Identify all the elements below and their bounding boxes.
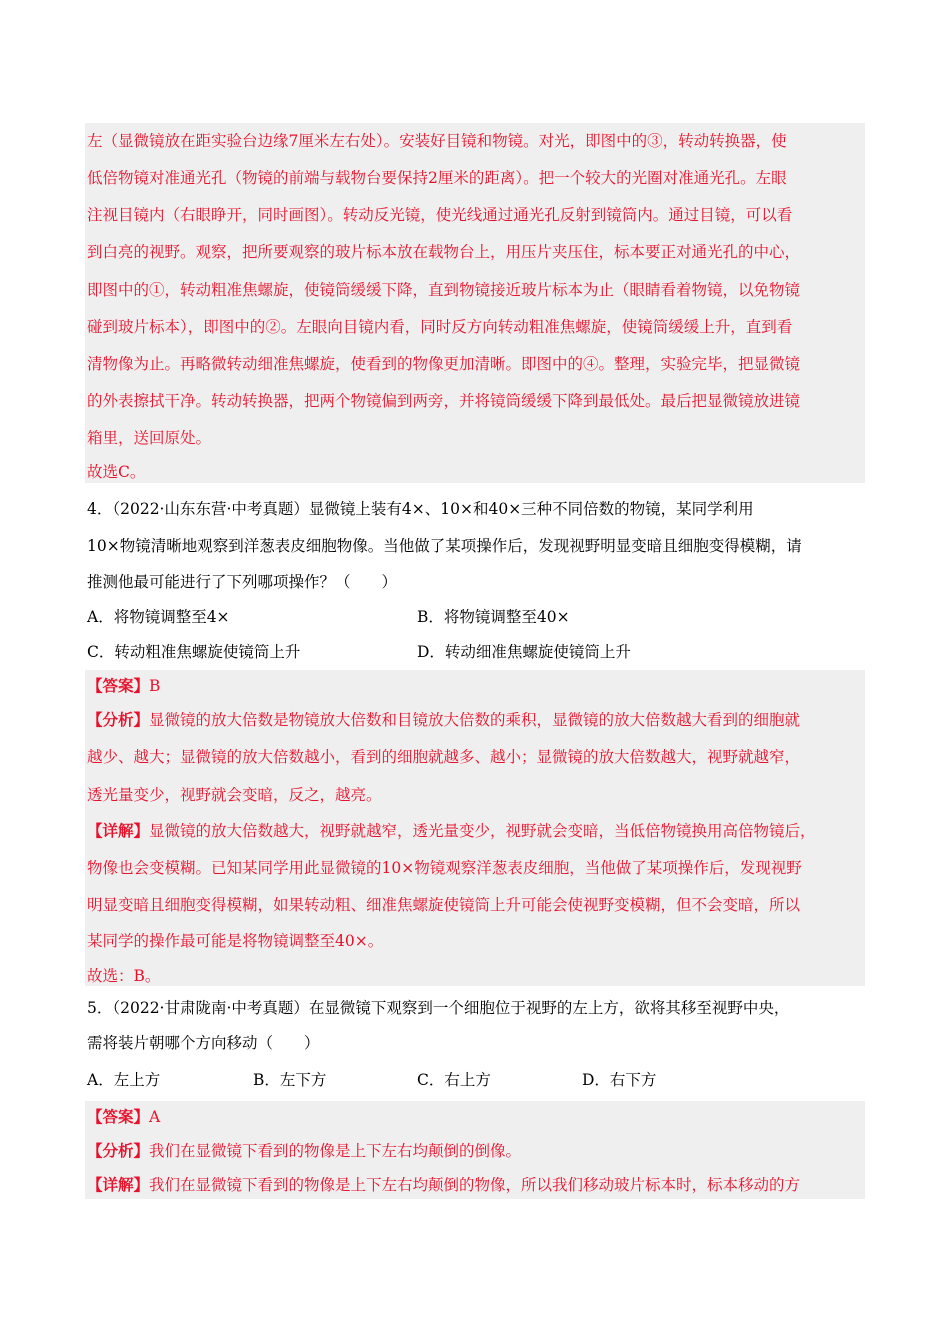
q3-line-8: 的外表擦拭干净。转动转换器，把两个物镜偏到两旁，并将镜筒缓缓下降到最低处。最后把显微镜放进镜 (87, 392, 801, 410)
q4-option-a: A．将物镜调整至4× (87, 608, 230, 626)
q4-conclusion: 故选：B。 (87, 967, 161, 985)
q3-line-1: 左（显微镜放在距实验台边缘7厘米左右处）。安装好目镜和物镜。对光，即图中的③，转动转换器，使 (87, 132, 787, 150)
q4-solution-block (85, 670, 865, 986)
q3-line-5: 即图中的①，转动粗准焦螺旋，使镜筒缓缓下降，直到物镜接近玻片标本为止（眼睛看着物镜，以免物镜 (87, 281, 801, 299)
q5-answer (87, 1105, 160, 1127)
q5-detail (87, 1173, 800, 1195)
q3-line-2: 低倍物镜对准通光孔（物镜的前端与载物台要保持2厘米的距离）。把一个较大的光圈对准通光孔。左眼 (87, 169, 787, 187)
analysis-tag: 【分析】 (87, 1141, 150, 1160)
q5-analysis (87, 1139, 521, 1161)
q5-option-a: A．左上方 (87, 1071, 161, 1089)
answer-tag: 【答案】 (87, 1107, 150, 1126)
q3-explanation-block (85, 123, 865, 483)
q5-stem-line-1: 5．（2022·甘肃陇南·中考真题）在显微镜下观察到一个细胞位于视野的左上方，欲将其移至视野中央， (87, 999, 790, 1017)
analysis-text: 我们在显微镜下看到的物像是上下左右均颠倒的倒像。 (149, 1142, 522, 1160)
q4-stem-line-2: 10×物镜清晰地观察到洋葱表皮细胞物像。当他做了某项操作后，发现视野明显变暗且细胞变得模糊，请 (87, 537, 802, 555)
answer-tag: 【答案】 (87, 676, 150, 695)
q3-line-3: 注视目镜内（右眼睁开，同时画图）。转动反光镜，使光线通过通光孔反射到镜筒内。通过目镜，可以看 (87, 206, 793, 224)
q3-line-7: 清物像为止。再略微转动细准焦螺旋，使看到的物像更加清晰。即图中的④。整理，实验完毕，把显微镜 (87, 355, 801, 373)
detail-text: 我们在显微镜下看到的物像是上下左右均颠倒的物像，所以我们移动玻片标本时，标本移动的方 (149, 1176, 801, 1194)
q4-detail-line-3: 明显变暗且细胞变得模糊，如果转动粗、细准焦螺旋使镜筒上升可能会使视野变模糊，但不会变暗，所以 (87, 896, 801, 914)
q4-stem-line-3: 推测他最可能进行了下列哪项操作？（ ） (87, 573, 398, 591)
q4-analysis-line-2: 越少、越大；显微镜的放大倍数越小，看到的细胞就越多、越小；显微镜的放大倍数越大，视野就越窄， (87, 748, 801, 766)
q4-stem-line-1: 4．（2022·山东东营·中考真题）显微镜上装有4×、10×和40×三种不同倍数的物镜，某同学利用 (87, 500, 754, 518)
detail-tag: 【详解】 (87, 1175, 150, 1194)
q4-answer (87, 674, 160, 696)
q5-options (85, 1064, 865, 1098)
analysis-text: 显微镜的放大倍数是物镜放大倍数和目镜放大倍数的乘积，显微镜的放大倍数越大看到的细胞就 (149, 711, 801, 729)
q4-detail-line-2: 物像也会变模糊。已知某同学用此显微镜的10×物镜观察洋葱表皮细胞，当他做了某项操作后，发现视野 (87, 859, 802, 877)
detail-tag: 【详解】 (87, 821, 150, 840)
q4-options (85, 603, 865, 669)
q4-option-c: C．转动粗准焦螺旋使镜筒上升 (87, 643, 301, 661)
q3-line-9: 箱里，送回原处。 (87, 429, 212, 447)
q4-detail-line-1 (87, 819, 816, 841)
q5-option-c: C．右上方 (417, 1071, 491, 1089)
analysis-tag: 【分析】 (87, 710, 150, 729)
q4-option-d: D．转动细准焦螺旋使镜筒上升 (417, 643, 631, 661)
q3-line-4: 到白亮的视野。观察，把所要观察的玻片标本放在载物台上，用压片夹压住，标本要正对通光孔的中心， (87, 243, 801, 261)
q4-option-b: B．将物镜调整至40× (417, 608, 570, 626)
q4-stem (85, 493, 865, 603)
q5-stem (85, 993, 865, 1063)
q5-solution-block (85, 1101, 865, 1199)
q5-option-b: B．左下方 (253, 1071, 327, 1089)
q4-analysis-line-3: 透光量变少，视野就会变暗，反之，越亮。 (87, 786, 382, 804)
q4-analysis-line-1 (87, 708, 800, 730)
detail-text: 显微镜的放大倍数越大，视野就越窄，透光量变少，视野就会变暗，当低倍物镜换用高倍物镜后， (149, 822, 816, 840)
q4-detail-line-4: 某同学的操作最可能是将物镜调整至40×。 (87, 932, 384, 950)
answer-value: A (149, 1108, 161, 1126)
q3-conclusion: 故选C。 (87, 463, 146, 481)
q5-stem-line-2: 需将装片朝哪个方向移动（ ） (87, 1034, 320, 1052)
q3-line-6: 碰到玻片标本），即图中的②。左眼向目镜内看，同时反方向转动粗准焦螺旋，使镜筒缓缓上升，直到看 (87, 318, 793, 336)
q5-option-d: D．右下方 (582, 1071, 657, 1089)
answer-value: B (149, 677, 161, 695)
